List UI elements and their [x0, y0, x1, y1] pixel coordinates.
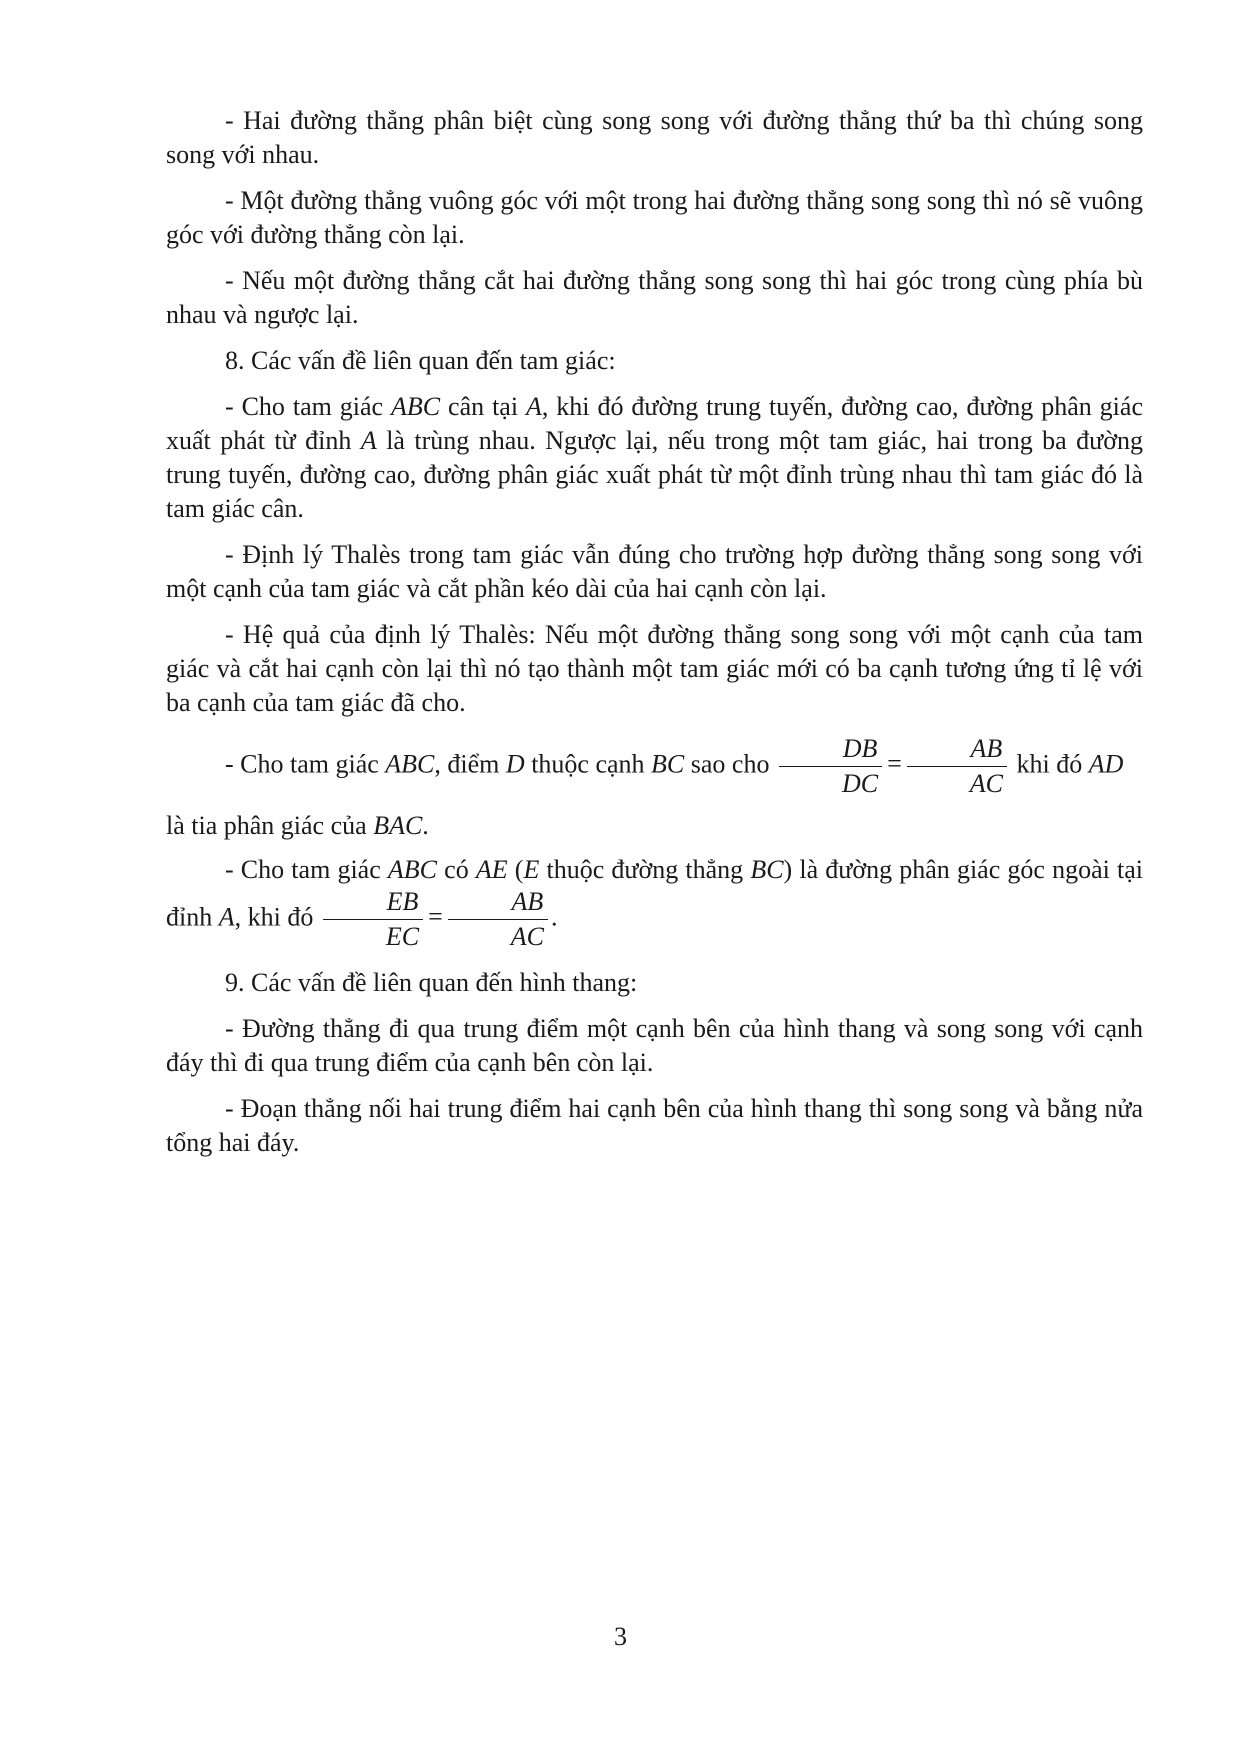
paragraph-external-bisector: - Cho tam giác ABC có AE (E thuộc đường thẳng BC) là đường phân giác góc ngoài tại đỉnh A, khi đó $\frac{EB}{EC}$ = $\frac{AB}{AC}$ .: [166, 855, 1143, 954]
page-number: 3: [614, 1622, 627, 1651]
paragraph-angle-bisector-cont: là tia phân giác của BAC.: [166, 811, 429, 840]
heading-triangle-section: 8. Các vấn đề liên quan đến tam giác:: [225, 346, 616, 375]
fraction-ab-ac: $\frac{AB}{AC}$: [907, 732, 1007, 801]
paragraph-trapezoid-median: - Đoạn thẳng nối hai trung điểm hai cạnh bên của hình thang thì song song và bằng nửa tổng hai đáy.: [166, 1094, 1143, 1157]
paragraph-perpendicular-line: - Một đường thẳng vuông góc với một trong hai đường thẳng song song thì nó sẽ vuông góc với đường thẳng còn lại.: [166, 186, 1143, 249]
fraction-db-dc: $\frac{DB}{DC}$: [779, 732, 882, 801]
paragraph-angle-bisector: - Cho tam giác ABC, điểm D thuộc cạnh BC sao cho $\frac{DB}{DC}$ = $\frac{AB}{AC}$ khi đó AD: [166, 732, 1143, 801]
paragraph-thales-corollary: - Hệ quả của định lý Thalès: Nếu một đường thẳng song song với một cạnh của tam giác và cắt hai cạnh còn lại thì nó tạo thành một tam giác mới có ba cạnh tương ứng tỉ lệ với ba cạnh của tam giác đã cho.: [166, 620, 1143, 717]
document-body: [166, 104, 1143, 1160]
paragraph-trapezoid-midline: - Đường thẳng đi qua trung điểm một cạnh bên của hình thang và song song với cạnh đáy thì đi qua trung điểm của cạnh bên còn lại.: [166, 1014, 1143, 1077]
paragraph-interior-angles: - Nếu một đường thẳng cắt hai đường thẳng song song thì hai góc trong cùng phía bù nhau và ngược lại.: [166, 266, 1143, 329]
paragraph-thales-extended: - Định lý Thalès trong tam giác vẫn đúng cho trường hợp đường thẳng song song với một cạnh của tam giác và cắt phần kéo dài của hai cạnh còn lại.: [166, 540, 1143, 603]
heading-trapezoid-section: 9. Các vấn đề liên quan đến hình thang:: [225, 968, 638, 997]
fraction-ab-ac-2: $\frac{AB}{AC}$: [448, 885, 548, 954]
paragraph-parallel-lines: - Hai đường thẳng phân biệt cùng song song với đường thẳng thứ ba thì chúng song song với nhau.: [166, 106, 1143, 169]
paragraph-isosceles-triangle: - Cho tam giác ABC cân tại A, khi đó đường trung tuyến, đường cao, đường phân giác xuất phát từ đỉnh A là trùng nhau. Ngược lại, nếu trong một tam giác, hai trong ba đường trung tuyến, đường cao, đường phân giác xuất phát từ một đỉnh trùng nhau thì tam giác đó là tam giác cân.: [166, 392, 1143, 523]
fraction-eb-ec: $\frac{EB}{EC}$: [323, 885, 423, 954]
